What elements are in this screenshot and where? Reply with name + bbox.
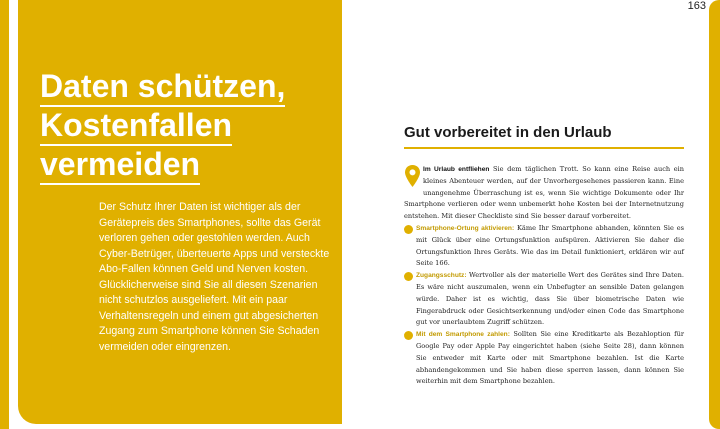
chapter-title-line-1: Daten schützen, — [40, 68, 285, 107]
location-pin-icon — [404, 164, 421, 188]
lead-text: Sie dem täglichen Trott. So kann eine Reise auch ein kleines Abenteuer werden, auf der Unvorhergesehenes passieren kann. Eine unangenehme Überraschung ist es, wenn Sie wichtige Dokumente oder Ihr Smartphone verlieren oder wenn unbemerkt hohe Kosten bei der Internetnutzung entstehen. Mit dieser Checkliste sind Sie besser darauf vorbereitet. — [404, 165, 684, 221]
item-number-badge: 2 — [404, 272, 413, 281]
item-heading: Mit dem Smartphone zahlen: — [416, 331, 510, 339]
lead-paragraph — [404, 164, 684, 223]
chapter-title — [40, 68, 330, 185]
lead-phrase: Im Urlaub entfliehen — [423, 166, 490, 173]
right-page-edge — [709, 0, 720, 429]
item-heading: Zugangsschutz: — [416, 272, 467, 280]
item-text: Sollten Sie eine Kreditkarte als Bezahloption für Google Pay oder Apple Pay eingerichtet haben (siehe Seite 28), dann können Sie entweder mit Karte oder mit Smartphone bezahlen. Ist die Karte abhandengekommen und Sie haben diese sperren lassen, dann können Sie weiterhin mit dem Smartphone bezahlen. — [416, 330, 685, 386]
item-number-badge: 3 — [404, 331, 413, 340]
checklist-body — [400, 164, 685, 388]
checklist-item — [400, 223, 684, 270]
chapter-title-line-2: Kostenfallen — [40, 107, 232, 146]
item-text: Käme Ihr Smartphone abhanden, könnten Sie es mit Glück über eine Ortungsfunktion aufspüren. Aktivieren Sie daher die Ortungsfunktion Ihres Geräts. Wie das im Detail funktioniert, erklären wir auf Seite 166. — [416, 223, 684, 268]
chapter-intro: Der Schutz Ihrer Daten ist wichtiger als der Gerätepreis des Smartphones, sollte das Gerät verloren gehen oder gestohlen werden. Auch Cyber-Betrüger, überteuerte Apps und versteckte Abo-Fallen können Geld und Nerven kosten. Glücklicherweise sind Sie all diesen Szenarien nicht schutzlos ausgeliefert. Mit ein paar Verhaltensregeln und einem gut abgesicherten Zugang zum Smartphone können Sie Schaden vermeiden oder eingrenzen. — [99, 201, 330, 353]
page-number: 163 — [687, 0, 706, 12]
item-number-badge: 1 — [404, 225, 413, 234]
item-text: Wertvoller als der materielle Wert des Gerätes sind Ihre Daten. Es wäre nicht auszumalen, wenn ein Unbefugter an sensible Daten gelangen würde. Daher ist es wichtig, dass Sie über biometrische Daten wie Fingerabdruck oder Gesichtserkennung und/oder einen Code das Smartphone gut vor unerlaubtem Zugriff schützen. — [416, 271, 684, 327]
chapter-title-line-3: vermeiden — [40, 146, 200, 185]
section-title: Gut vorbereitet in den Urlaub — [404, 124, 684, 149]
checklist-item — [400, 329, 685, 388]
item-heading: Smartphone-Ortung aktivieren: — [416, 224, 515, 232]
left-page-edge — [0, 0, 9, 429]
checklist-item — [400, 270, 684, 329]
